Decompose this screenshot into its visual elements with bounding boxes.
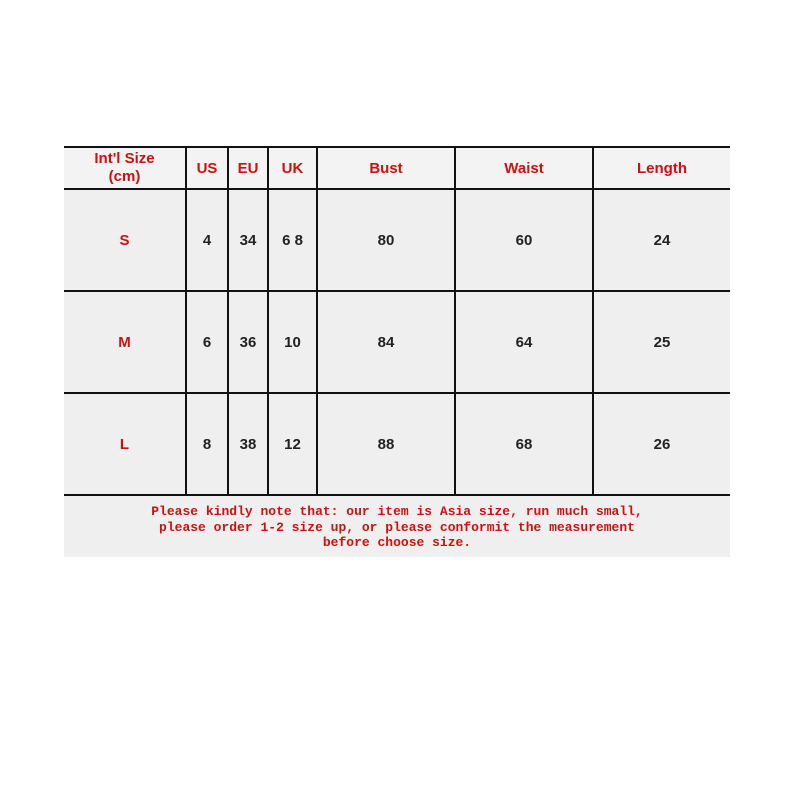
size-table bbox=[64, 146, 730, 496]
measurement-cell: 6 8 bbox=[268, 189, 317, 291]
size-chart bbox=[64, 146, 730, 557]
header-intl-size: Int'l Size (cm) bbox=[64, 147, 186, 189]
measurement-cell: 24 bbox=[593, 189, 730, 291]
measurement-cell: 88 bbox=[317, 393, 455, 495]
measurement-cell: 25 bbox=[593, 291, 730, 393]
measurement-cell: 8 bbox=[186, 393, 228, 495]
header-uk: UK bbox=[268, 147, 317, 189]
measurement-cell: 4 bbox=[186, 189, 228, 291]
measurement-cell: 60 bbox=[455, 189, 593, 291]
measurement-cell: 80 bbox=[317, 189, 455, 291]
table-row bbox=[64, 291, 730, 393]
size-label-cell: L bbox=[64, 393, 186, 495]
measurement-cell: 10 bbox=[268, 291, 317, 393]
measurement-cell: 68 bbox=[455, 393, 593, 495]
table-row bbox=[64, 393, 730, 495]
measurement-cell: 6 bbox=[186, 291, 228, 393]
header-length: Length bbox=[593, 147, 730, 189]
header-us: US bbox=[186, 147, 228, 189]
header-bust: Bust bbox=[317, 147, 455, 189]
measurement-cell: 38 bbox=[228, 393, 268, 495]
size-label-cell: M bbox=[64, 291, 186, 393]
header-waist: Waist bbox=[455, 147, 593, 189]
measurement-cell: 26 bbox=[593, 393, 730, 495]
size-note: Please kindly note that: our item is Asia size, run much small, please order 1-2 size up, or please conformit the measurement before choose size. bbox=[64, 496, 730, 557]
measurement-cell: 36 bbox=[228, 291, 268, 393]
size-label-cell: S bbox=[64, 189, 186, 291]
table-row bbox=[64, 189, 730, 291]
measurement-cell: 84 bbox=[317, 291, 455, 393]
measurement-cell: 34 bbox=[228, 189, 268, 291]
measurement-cell: 64 bbox=[455, 291, 593, 393]
table-body bbox=[64, 189, 730, 495]
header-eu: EU bbox=[228, 147, 268, 189]
header-row bbox=[64, 147, 730, 189]
measurement-cell: 12 bbox=[268, 393, 317, 495]
